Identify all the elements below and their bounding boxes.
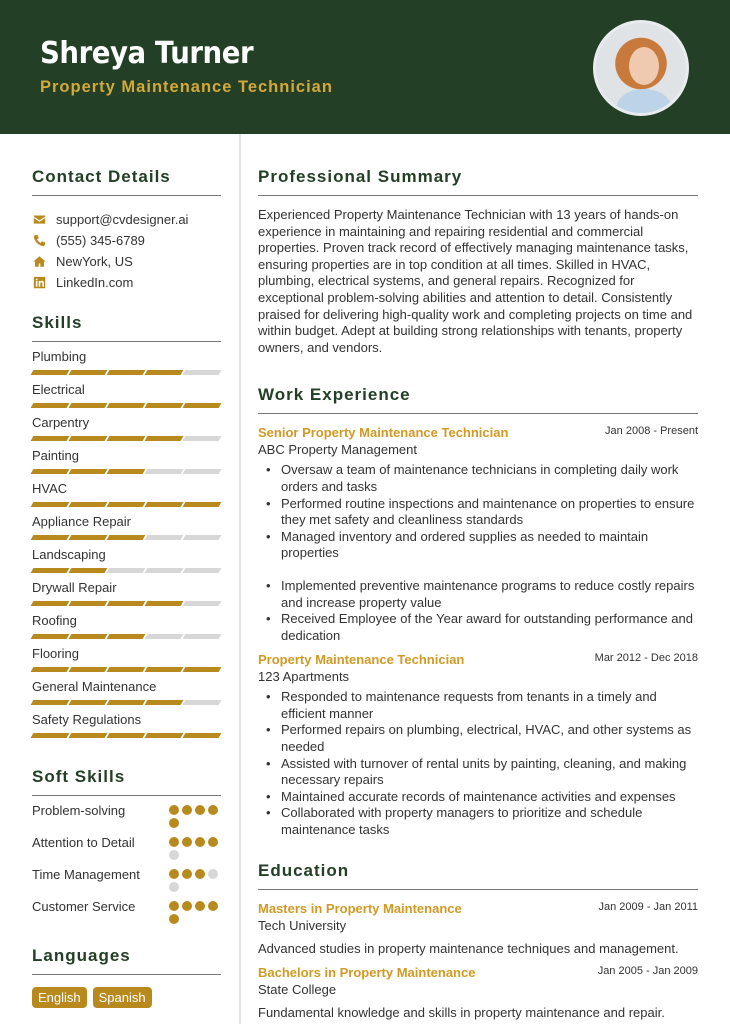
skill-name: HVAC	[32, 481, 68, 496]
skill-segment	[69, 436, 108, 441]
skill-segment	[69, 403, 108, 408]
soft-skill-name: Problem-solving	[32, 803, 126, 818]
skill-segment	[183, 502, 222, 507]
rating-dot	[169, 882, 179, 892]
rating-dot	[169, 818, 179, 828]
skill-segment	[183, 469, 222, 474]
job-date: Mar 2012 - Dec 2018	[594, 652, 698, 665]
soft-skills-heading: Soft Skills	[32, 767, 221, 796]
skill-segment	[107, 502, 146, 507]
languages-section	[32, 946, 221, 1008]
skill-segment	[145, 403, 184, 408]
rating-dot	[208, 869, 218, 879]
skill-name: General Maintenance	[32, 679, 157, 694]
skill-segment	[183, 733, 222, 738]
skills-heading: Skills	[32, 313, 221, 342]
skill-segment	[107, 700, 146, 705]
skill-segment	[31, 370, 70, 375]
education-section	[258, 861, 698, 1020]
soft-skill-name: Time Management	[32, 867, 140, 882]
skill-segment	[31, 667, 70, 672]
candidate-name: Shreya Turner	[40, 36, 254, 71]
skill-segment	[183, 436, 222, 441]
skill-segment	[145, 700, 184, 705]
soft-skill-item	[32, 866, 221, 892]
job-company: 123 Apartments	[258, 669, 350, 685]
education-heading: Education	[258, 861, 698, 890]
experience-heading: Work Experience	[258, 385, 698, 414]
home-icon	[32, 255, 46, 269]
skill-item	[32, 646, 221, 672]
contact-heading: Contact Details	[32, 167, 221, 196]
skill-name: Landscaping	[32, 547, 106, 562]
soft-skill-name: Attention to Detail	[32, 835, 135, 850]
skills-section	[32, 313, 221, 738]
rating-dot	[169, 837, 179, 847]
contact-location-text: NewYork, US	[56, 254, 133, 269]
contact-section	[32, 167, 221, 293]
soft-skills-list	[32, 802, 221, 924]
skill-item	[32, 415, 221, 441]
education-description: Fundamental knowledge and skills in property maintenance and repair.	[258, 1004, 665, 1020]
rating-dot	[169, 901, 179, 911]
contact-email[interactable]	[32, 209, 221, 230]
contact-phone-text: (555) 345-6789	[56, 233, 145, 248]
school-name: Tech University	[258, 917, 347, 933]
profile-photo	[593, 20, 689, 116]
skill-segment	[69, 601, 108, 606]
rating-dot	[169, 850, 179, 860]
soft-skill-rating	[169, 834, 221, 860]
skill-segment	[69, 733, 108, 738]
job-bullet: • Responded to maintenance requests from tenants in a timely and efficient manner	[258, 689, 698, 722]
skill-item	[32, 712, 221, 738]
skill-segment	[183, 403, 222, 408]
skill-segment	[31, 634, 70, 639]
skill-segment	[107, 568, 146, 573]
skill-level-bar	[32, 700, 221, 705]
skill-segment	[107, 370, 146, 375]
skill-name: Painting	[32, 448, 79, 463]
contact-linkedin-text: LinkedIn.com	[56, 275, 134, 290]
skill-name: Appliance Repair	[32, 514, 132, 529]
rating-dot	[169, 869, 179, 879]
soft-skill-item	[32, 834, 221, 860]
rating-dot	[195, 837, 205, 847]
rating-dot	[208, 901, 218, 911]
resume-header	[0, 0, 730, 134]
skill-segment	[183, 667, 222, 672]
summary-heading: Professional Summary	[258, 167, 698, 196]
skill-segment	[31, 469, 70, 474]
skill-segment	[69, 700, 108, 705]
skill-segment	[69, 568, 108, 573]
education-date: Jan 2009 - Jan 2011	[598, 900, 698, 913]
skill-segment	[145, 370, 184, 375]
skill-segment	[107, 436, 146, 441]
column-divider	[239, 134, 241, 1024]
skill-segment	[145, 568, 184, 573]
contact-email-text: support@cvdesigner.ai	[56, 212, 189, 227]
skill-level-bar	[32, 370, 221, 375]
rating-dot	[208, 837, 218, 847]
language-badge: English	[32, 987, 87, 1008]
photo-shirt	[616, 89, 672, 116]
skill-segment	[31, 436, 70, 441]
skill-segment	[31, 502, 70, 507]
skills-list	[32, 349, 221, 738]
skill-segment	[69, 535, 108, 540]
skill-segment	[107, 535, 146, 540]
rating-dot	[195, 805, 205, 815]
summary-section	[258, 167, 698, 356]
skill-segment	[107, 667, 146, 672]
job-title: Property Maintenance Technician	[258, 652, 465, 668]
job-company: ABC Property Management	[258, 442, 417, 458]
phone-icon	[32, 234, 46, 248]
skill-segment	[31, 568, 70, 573]
skill-segment	[107, 634, 146, 639]
skill-name: Carpentry	[32, 415, 90, 430]
skill-level-bar	[32, 535, 221, 540]
skill-name: Electrical	[32, 382, 85, 397]
skill-segment	[183, 700, 222, 705]
soft-skills-section	[32, 767, 221, 924]
skill-segment	[69, 370, 108, 375]
degree-title: Masters in Property Maintenance	[258, 900, 462, 916]
skill-segment	[107, 469, 146, 474]
skill-level-bar	[32, 568, 221, 573]
soft-skill-rating	[169, 866, 221, 892]
soft-skill-item	[32, 898, 221, 924]
skill-item	[32, 613, 221, 639]
job-bullet: • Maintained accurate records of maintenance activities and expenses	[258, 789, 698, 806]
skill-segment	[183, 535, 222, 540]
contact-location	[32, 251, 221, 272]
job-bullet: • Assisted with turnover of rental units by painting, cleaning, and making necessary repairs	[258, 756, 698, 789]
skill-segment	[69, 469, 108, 474]
skill-segment	[183, 568, 222, 573]
job-bullet: • Implemented preventive maintenance programs to reduce costly repairs and increase property value	[258, 578, 698, 611]
skill-level-bar	[32, 601, 221, 606]
right-column	[258, 134, 698, 1020]
job-bullets	[258, 689, 698, 838]
skill-item	[32, 679, 221, 705]
skill-segment	[145, 601, 184, 606]
skill-name: Drywall Repair	[32, 580, 117, 595]
envelope-icon	[32, 213, 46, 227]
job-bullet: • Received Employee of the Year award for outstanding performance and dedication	[258, 611, 698, 644]
photo-face	[629, 47, 659, 85]
skill-item	[32, 382, 221, 408]
skill-segment	[107, 601, 146, 606]
skill-segment	[69, 667, 108, 672]
linkedin-icon	[32, 276, 46, 290]
skill-segment	[145, 667, 184, 672]
skill-item	[32, 481, 221, 507]
education-date: Jan 2005 - Jan 2009	[597, 964, 698, 977]
contact-list	[32, 209, 221, 293]
job-entry	[258, 652, 698, 838]
skill-level-bar	[32, 469, 221, 474]
skill-item	[32, 547, 221, 573]
education-entry	[258, 965, 698, 1020]
contact-phone[interactable]	[32, 230, 221, 251]
skill-name: Safety Regulations	[32, 712, 142, 727]
skill-segment	[145, 733, 184, 738]
education-description: Advanced studies in property maintenance techniques and management.	[258, 940, 679, 956]
skill-segment	[183, 370, 222, 375]
job-date: Jan 2008 - Present	[605, 425, 698, 438]
skill-level-bar	[32, 634, 221, 639]
rating-dot	[169, 914, 179, 924]
soft-skill-rating	[169, 802, 221, 828]
skill-segment	[145, 502, 184, 507]
skill-level-bar	[32, 502, 221, 507]
experience-section	[258, 385, 698, 838]
skill-name: Flooring	[32, 646, 79, 661]
skill-level-bar	[32, 403, 221, 408]
skill-level-bar	[32, 436, 221, 441]
school-name: State College	[258, 981, 337, 997]
language-list	[32, 987, 221, 1008]
skill-segment	[69, 634, 108, 639]
education-entry	[258, 901, 698, 956]
skill-level-bar	[32, 667, 221, 672]
rating-dot	[169, 805, 179, 815]
rating-dot	[182, 837, 192, 847]
job-bullet: • Oversaw a team of maintenance technicians in completing daily work orders and tasks	[258, 462, 698, 495]
skill-segment	[183, 634, 222, 639]
job-title: Senior Property Maintenance Technician	[258, 425, 509, 441]
skill-item	[32, 349, 221, 375]
skill-segment	[31, 535, 70, 540]
skill-segment	[145, 535, 184, 540]
skill-name: Plumbing	[32, 349, 87, 364]
rating-dot	[195, 901, 205, 911]
rating-dot	[182, 901, 192, 911]
summary-text: Experienced Property Maintenance Technician with 13 years of hands-on experience in maintaining and repairing residential and commercial properties. Proven track record of effectively managing maintenance tasks, ensuring properties are in top condition at all times. Skilled in HVAC, plumbing, electrical systems, and general repairs. Recognized for exceptional problem-solving abilities and attention to detail. Consistently praised for delivering high-quality work and completing projects on time and within budget. Adept at building strong relationships with tenants, property owners, and vendors.	[258, 207, 693, 355]
job-bullet: • Managed inventory and ordered supplies as needed to maintain properties	[258, 529, 698, 562]
rating-dot	[208, 805, 218, 815]
skill-segment	[31, 403, 70, 408]
rating-dot	[182, 869, 192, 879]
language-badge: Spanish	[93, 987, 152, 1008]
contact-linkedin[interactable]	[32, 272, 221, 293]
job-bullet: • Collaborated with property managers to prioritize and schedule maintenance tasks	[258, 805, 698, 838]
skill-segment	[183, 601, 222, 606]
skill-level-bar	[32, 733, 221, 738]
job-bullet: • Performed routine inspections and maintenance on properties to ensure they met safety and cleanliness standards	[258, 496, 698, 529]
job-entry	[258, 425, 698, 644]
rating-dot	[195, 869, 205, 879]
soft-skill-rating	[169, 898, 221, 924]
skill-segment	[145, 469, 184, 474]
skill-segment	[31, 733, 70, 738]
soft-skill-name: Customer Service	[32, 899, 136, 914]
languages-heading: Languages	[32, 946, 221, 975]
candidate-title: Property Maintenance Technician	[40, 78, 333, 96]
skill-item	[32, 448, 221, 474]
skill-segment	[145, 436, 184, 441]
skill-segment	[69, 502, 108, 507]
skill-item	[32, 580, 221, 606]
rating-dot	[182, 805, 192, 815]
degree-title: Bachelors in Property Maintenance	[258, 964, 476, 980]
soft-skill-item	[32, 802, 221, 828]
skill-item	[32, 514, 221, 540]
skill-name: Roofing	[32, 613, 77, 628]
job-bullets	[258, 462, 698, 644]
skill-segment	[107, 733, 146, 738]
job-bullet: • Performed repairs on plumbing, electrical, HVAC, and other systems as needed	[258, 722, 698, 755]
skill-segment	[145, 634, 184, 639]
skill-segment	[31, 700, 70, 705]
skill-segment	[31, 601, 70, 606]
skill-segment	[107, 403, 146, 408]
left-column	[32, 134, 221, 1008]
